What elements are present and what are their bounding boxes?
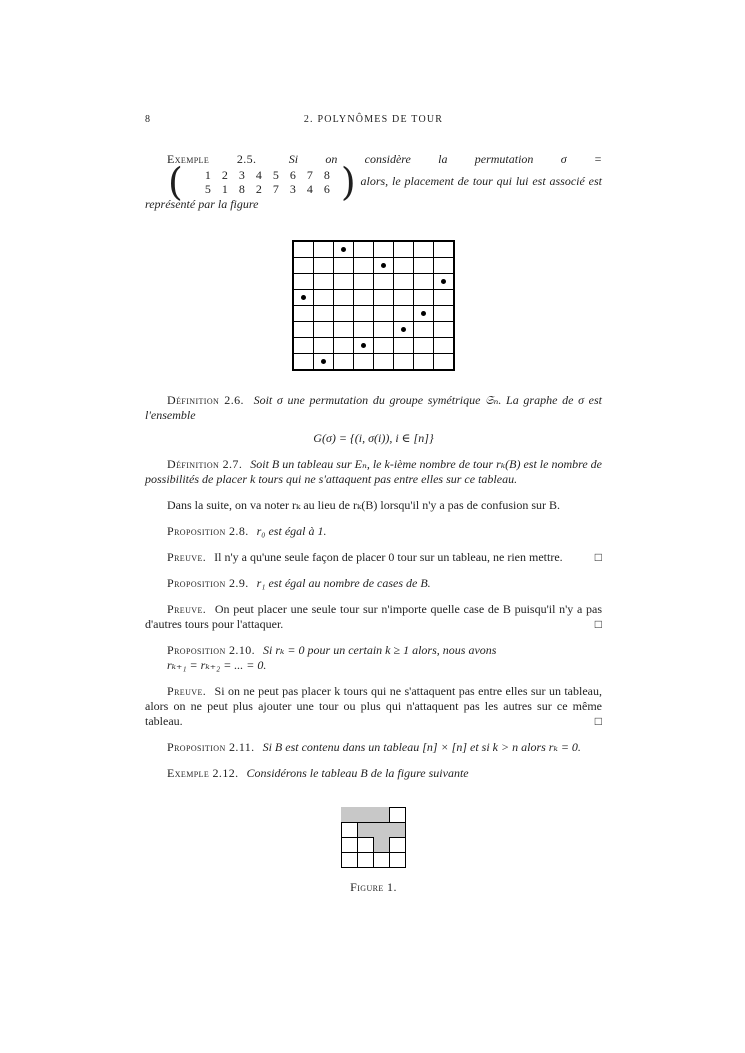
grid-cell — [434, 338, 455, 354]
grid-cell — [293, 354, 314, 371]
grid-cell — [374, 306, 394, 322]
grid-cell — [354, 354, 374, 371]
grid-cell — [434, 274, 455, 290]
tableau-b-figure — [341, 807, 406, 868]
grid-row — [293, 306, 454, 322]
example-2-12-label: Exemple 2.12. — [167, 766, 239, 780]
proposition-2-11-paragraph — [145, 740, 602, 755]
grid-cell — [414, 258, 434, 274]
matrix-entry: 2 — [255, 182, 262, 196]
matrix-entry: 8 — [238, 182, 245, 196]
grid-cell — [414, 322, 434, 338]
grid-cell — [434, 322, 455, 338]
matrix-entry: 2 — [221, 168, 228, 182]
grid-cell — [394, 338, 414, 354]
grid-cell — [314, 354, 334, 371]
proposition-2-11-body: Si B est contenu dans un tableau [n] × [n] et si k > n alors rₖ = 0. — [262, 740, 581, 754]
example-2-12-paragraph — [145, 766, 602, 781]
tableau-cell-white — [357, 837, 374, 853]
preuve-2-10-label: Preuve. — [167, 684, 207, 698]
grid-row — [293, 338, 454, 354]
grid-cell — [354, 306, 374, 322]
grid-cell — [314, 338, 334, 354]
grid-cell — [354, 322, 374, 338]
matrix-entry: 6 — [323, 182, 330, 196]
proposition-2-8-label: Proposition 2.8. — [167, 524, 249, 538]
tableau-cell-white — [357, 852, 374, 868]
example-2-5-body-before: Si on considère la permutation σ = — [288, 152, 602, 166]
grid-cell — [334, 306, 354, 322]
permutation-matrix — [146, 160, 356, 204]
grid-row — [293, 290, 454, 306]
grid-cell — [293, 241, 314, 258]
preuve-2-8-body: Il n'y a qu'une seule façon de placer 0 tour sur un tableau, ne rien mettre. — [214, 550, 563, 564]
matrix-entry: 8 — [323, 168, 330, 182]
grid-cell — [314, 306, 334, 322]
figure-one-caption: Figure 1. — [350, 880, 397, 894]
definition-2-7-paragraph — [145, 457, 602, 487]
grid-cell — [414, 338, 434, 354]
qed-square-icon: □ — [594, 550, 602, 564]
proposition-2-9-body: r₁ est égal au nombre de cases de B. — [256, 576, 431, 590]
grid-cell — [434, 354, 455, 371]
note-paragraph: Dans la suite, on va noter rₖ au lieu de rₖ(B) lorsqu'il n'y a pas de confusion sur B. — [167, 498, 560, 512]
matrix-entry: 3 — [238, 168, 245, 182]
grid-cell — [414, 354, 434, 371]
tableau-cell-gray — [341, 807, 358, 823]
grid-cell — [314, 290, 334, 306]
figure-one-wrapper — [145, 807, 602, 868]
grid-row — [293, 322, 454, 338]
grid-cell — [394, 306, 414, 322]
proposition-2-10-label: Proposition 2.10. — [167, 643, 256, 657]
rook-dot — [321, 359, 326, 364]
grid-cell — [293, 274, 314, 290]
grid-cell — [334, 338, 354, 354]
grid-cell — [434, 258, 455, 274]
qed-square-icon: □ — [594, 714, 602, 728]
rook-placement-grid — [292, 240, 455, 371]
matrix-entry: 6 — [289, 168, 296, 182]
grid-cell — [354, 274, 374, 290]
preuve-2-9-body: On peut placer une seule tour sur n'importe quelle case de B puisqu'il n'y a pas d'autres tours pour l'attaquer. — [145, 602, 603, 631]
matrix-entry: 7 — [272, 182, 279, 196]
grid-cell — [374, 241, 394, 258]
definition-2-6-body: Soit σ une permutation du groupe symétrique 𝔖ₙ. La graphe de σ est l'ensemble — [145, 393, 603, 422]
definition-2-7-label: Définition 2.7. — [167, 457, 243, 471]
grid-cell — [374, 322, 394, 338]
grid-cell — [434, 306, 455, 322]
grid-cell — [354, 258, 374, 274]
proposition-2-8-paragraph — [145, 524, 602, 539]
grid-cell — [394, 354, 414, 371]
example-2-5-label: Exemple 2.5. — [167, 152, 257, 166]
example-2-5-body-after: alors, le placement de tour qui lui est associé est représenté par la figure — [145, 173, 603, 211]
tableau-cell-white — [341, 822, 358, 838]
definition-2-6-paragraph — [145, 393, 602, 423]
grid-cell — [334, 241, 354, 258]
example-2-5-paragraph — [145, 152, 602, 212]
definition-2-7-body: Soit B un tableau sur Eₙ, le k-ième nombre de tour rₖ(B) est le nombre de possibilités de placer k tours qui ne s'attaquent pas entre elles sur ce tableau. — [145, 457, 603, 486]
tableau-cell-white — [341, 852, 358, 868]
rook-dot — [361, 343, 366, 348]
matrix-entry: 1 — [221, 182, 228, 196]
proposition-2-8-body: r₀ est égal à 1. — [256, 524, 327, 538]
tableau-cell-white — [341, 837, 358, 853]
grid-cell — [354, 338, 374, 354]
grid-cell — [394, 258, 414, 274]
grid-cell — [394, 290, 414, 306]
matrix-entry: 1 — [204, 168, 211, 182]
tableau-cell-gray — [357, 807, 374, 823]
matrix-entry: 4 — [255, 168, 262, 182]
grid-cell — [354, 241, 374, 258]
graph-equation: G(σ) = {(i, σ(i)), i ∈ [n]} — [313, 431, 434, 445]
grid-row — [293, 241, 454, 258]
running-title: 2. POLYNÔMES DE TOUR — [303, 114, 444, 125]
grid-cell — [434, 290, 455, 306]
grid-cell — [334, 274, 354, 290]
tableau-cell-white — [389, 837, 406, 853]
grid-cell — [434, 241, 455, 258]
grid-cell — [414, 274, 434, 290]
grid-cell — [293, 338, 314, 354]
tableau-cell-gray — [373, 807, 390, 823]
grid-cell — [394, 274, 414, 290]
rook-figure-wrapper — [145, 240, 602, 371]
grid-row — [293, 258, 454, 274]
preuve-2-10-paragraph — [145, 684, 602, 729]
rook-dot — [301, 295, 306, 300]
matrix-entry: 7 — [306, 168, 313, 182]
text-column — [145, 112, 602, 895]
grid-cell — [354, 290, 374, 306]
rook-dot — [381, 263, 386, 268]
grid-cell — [374, 274, 394, 290]
rook-dot — [421, 311, 426, 316]
preuve-2-10-body: Si on ne peut pas placer k tours qui ne s'attaquent pas entre elles sur un tableau, alors on ne peut plus ajouter une tour ou plus qui n'attaquent pas les autres sur ce même tableau. — [145, 684, 602, 728]
proposition-2-10-body-line2: rₖ₊₁ = rₖ₊₂ = ... = 0. — [167, 658, 267, 672]
definition-2-6-label: Définition 2.6. — [167, 393, 244, 407]
grid-row — [293, 354, 454, 371]
grid-cell — [314, 274, 334, 290]
matrix-entry: 3 — [289, 182, 296, 196]
grid-cell — [314, 241, 334, 258]
proposition-2-9-paragraph — [145, 576, 602, 591]
grid-cell — [314, 258, 334, 274]
grid-cell — [414, 306, 434, 322]
grid-cell — [374, 290, 394, 306]
proposition-2-10-paragraph — [145, 643, 602, 658]
tableau-cell-white — [373, 852, 390, 868]
grid-cell — [394, 241, 414, 258]
qed-square-icon: □ — [594, 617, 602, 631]
grid-cell — [414, 241, 434, 258]
permutation-matrix-entries — [183, 168, 330, 196]
tableau-cell-white — [389, 807, 406, 823]
page-number: 8 — [145, 114, 150, 125]
preuve-2-8-label: Preuve. — [167, 550, 207, 564]
running-header — [145, 112, 602, 126]
grid-cell — [334, 322, 354, 338]
preuve-2-9-paragraph — [145, 602, 602, 632]
rook-dot — [341, 247, 346, 252]
grid-cell — [334, 354, 354, 371]
grid-cell — [314, 322, 334, 338]
proposition-2-10-body: Si rₖ = 0 pour un certain k ≥ 1 alors, nous avons — [263, 643, 497, 657]
grid-cell — [293, 290, 314, 306]
grid-cell — [293, 322, 314, 338]
left-paren: ( — [168, 160, 183, 204]
grid-cell — [293, 306, 314, 322]
matrix-entry: 5 — [204, 182, 211, 196]
right-paren: ) — [340, 160, 356, 204]
grid-cell — [334, 258, 354, 274]
grid-cell — [293, 258, 314, 274]
example-2-12-body: Considérons le tableau B de la figure suivante — [246, 766, 469, 780]
grid-cell — [334, 290, 354, 306]
tableau-cell-white — [389, 852, 406, 868]
grid-cell — [414, 290, 434, 306]
matrix-entry: 4 — [306, 182, 313, 196]
grid-cell — [374, 258, 394, 274]
matrix-entry: 5 — [272, 168, 279, 182]
rook-dot — [441, 279, 446, 284]
grid-cell — [394, 322, 414, 338]
preuve-2-8-paragraph — [145, 550, 602, 565]
grid-cell — [374, 338, 394, 354]
grid-cell — [374, 354, 394, 371]
preuve-2-9-label: Preuve. — [167, 602, 207, 616]
proposition-2-11-label: Proposition 2.11. — [167, 740, 255, 754]
grid-row — [293, 274, 454, 290]
rook-dot — [401, 327, 406, 332]
proposition-2-9-label: Proposition 2.9. — [167, 576, 249, 590]
